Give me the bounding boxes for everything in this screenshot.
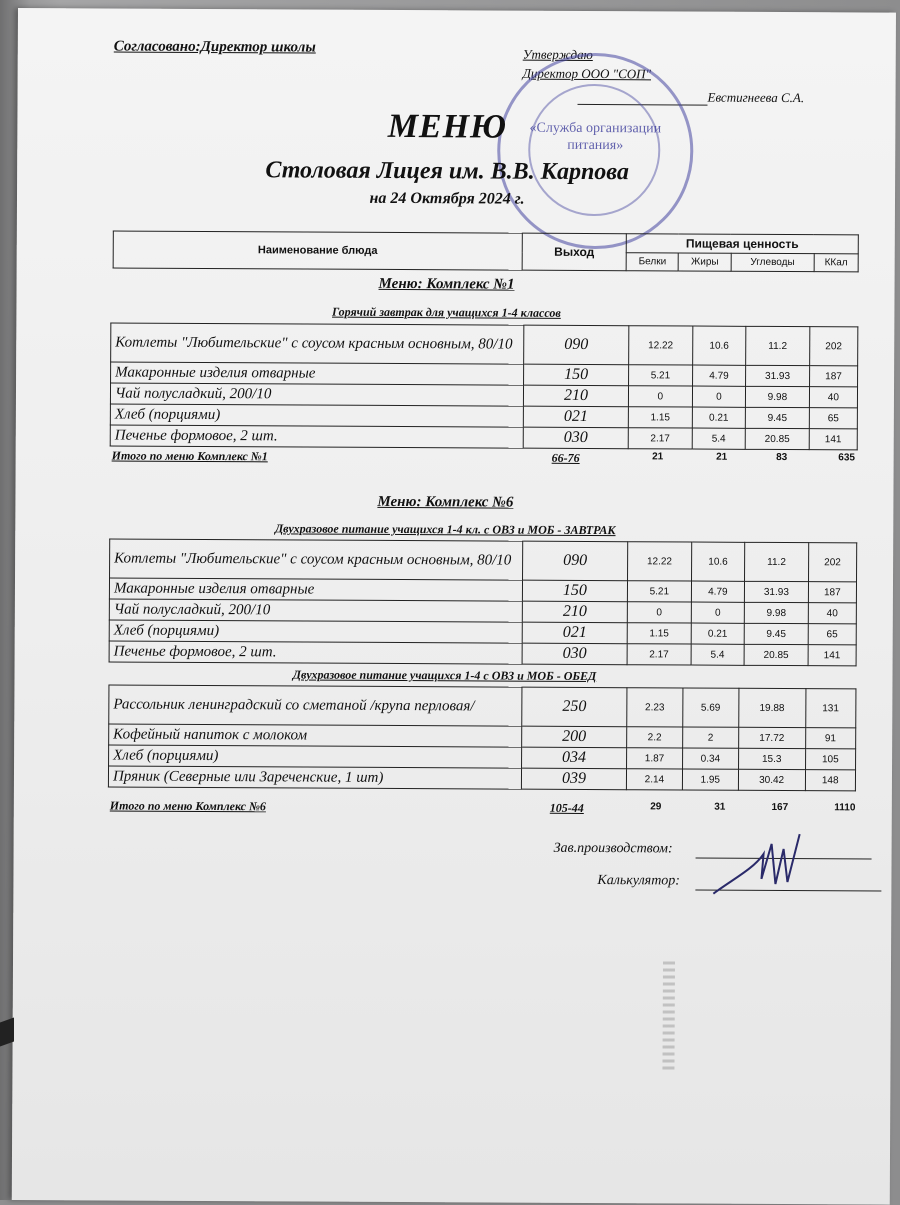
dish-fats: 0.34 bbox=[682, 748, 738, 769]
approved-director: Директор ООО "СОП" bbox=[522, 65, 652, 82]
dish-kcal: 187 bbox=[809, 366, 857, 387]
complex1-table bbox=[110, 322, 859, 450]
dish-name: Макаронные изделия отварные bbox=[109, 578, 522, 601]
table-row bbox=[108, 766, 855, 791]
dish-kcal: 40 bbox=[809, 387, 857, 408]
dish-kcal: 65 bbox=[809, 408, 857, 429]
col-kcal-header: ККал bbox=[814, 254, 858, 272]
dish-proteins: 1.87 bbox=[627, 748, 683, 769]
total-fats: 21 bbox=[716, 451, 728, 463]
company-stamp bbox=[497, 53, 694, 250]
dish-proteins: 1.15 bbox=[627, 623, 691, 644]
dish-carbs: 11.2 bbox=[745, 542, 809, 581]
stamp-text: «Служба организации питания» bbox=[529, 120, 662, 154]
dish-carbs: 20.85 bbox=[745, 428, 809, 449]
dish-carbs: 17.72 bbox=[738, 727, 805, 748]
table-row bbox=[110, 539, 857, 582]
col-proteins-header: Белки bbox=[626, 253, 679, 271]
col-name-header: Наименование блюда bbox=[113, 231, 522, 270]
dish-fats: 5.4 bbox=[692, 428, 745, 449]
production-manager-label: Зав.производством: bbox=[553, 840, 673, 857]
dish-name: Чай полусладкий, 200/10 bbox=[110, 383, 523, 406]
dish-carbs: 19.88 bbox=[738, 688, 805, 727]
dish-output: 034 bbox=[522, 747, 627, 769]
total-output: 66-76 bbox=[551, 450, 580, 465]
dish-name: Хлеб (порциями) bbox=[109, 745, 522, 768]
dish-output: 021 bbox=[522, 622, 627, 644]
dish-proteins: 12.22 bbox=[628, 542, 692, 581]
dish-kcal: 141 bbox=[809, 429, 857, 450]
total-kcal: 1110 bbox=[834, 802, 856, 814]
dish-output: 090 bbox=[524, 325, 629, 365]
col-nutrition-header: Пищевая ценность bbox=[626, 234, 858, 254]
dish-proteins: 1.15 bbox=[628, 407, 692, 428]
dish-kcal: 148 bbox=[805, 770, 856, 791]
complex6-total-row bbox=[109, 798, 856, 815]
dish-name: Хлеб (порциями) bbox=[110, 404, 523, 427]
approved-header: Утверждаю bbox=[522, 46, 593, 63]
total-fats: 31 bbox=[714, 801, 726, 813]
agreed-header: Согласовано:Директор школы bbox=[113, 38, 316, 56]
dish-carbs: 9.45 bbox=[745, 407, 809, 428]
dish-output: 210 bbox=[522, 601, 627, 623]
dish-proteins: 2.14 bbox=[626, 769, 682, 790]
dish-name: Котлеты "Любительские" с соусом красным основным, 80/10 bbox=[111, 323, 524, 364]
dish-kcal: 202 bbox=[808, 543, 856, 582]
col-output-header: Выход bbox=[522, 233, 626, 271]
signature-scribble bbox=[703, 824, 823, 905]
dish-kcal: 131 bbox=[805, 689, 856, 728]
table-row bbox=[109, 685, 856, 728]
pen-tip bbox=[0, 1017, 14, 1046]
complex6-breakfast-subtitle: Двухразовое питание учащихся 1-4 кл. с ОВЗ и МОБ - ЗАВТРАК bbox=[274, 521, 616, 538]
dish-name: Печенье формовое, 2 шт. bbox=[110, 425, 523, 448]
dish-output: 039 bbox=[521, 768, 626, 790]
dish-fats: 4.79 bbox=[692, 365, 745, 386]
dish-fats: 1.95 bbox=[682, 769, 738, 790]
dish-output: 200 bbox=[522, 726, 627, 748]
table-row bbox=[110, 425, 857, 450]
dish-output: 030 bbox=[523, 427, 628, 449]
dish-fats: 0.21 bbox=[692, 407, 745, 428]
dish-fats: 0 bbox=[691, 602, 744, 623]
dish-output: 250 bbox=[522, 687, 627, 727]
complex6-breakfast-table bbox=[109, 538, 858, 666]
table-row bbox=[109, 641, 856, 666]
complex6-title: Меню: Комплекс №6 bbox=[377, 493, 514, 511]
dish-kcal: 141 bbox=[808, 645, 856, 666]
dish-carbs: 15.3 bbox=[738, 748, 805, 769]
total-carbs: 167 bbox=[771, 801, 789, 814]
total-output: 105-44 bbox=[549, 800, 584, 815]
dish-kcal: 40 bbox=[808, 603, 856, 624]
complex1-subtitle: Горячий завтрак для учащихся 1-4 классов bbox=[332, 304, 561, 320]
dish-kcal: 105 bbox=[805, 749, 856, 770]
menu-document bbox=[12, 8, 896, 1205]
dish-fats: 10.6 bbox=[692, 326, 746, 365]
total-label: Итого по меню Комплекс №1 bbox=[111, 448, 268, 464]
dish-name: Пряник (Северные или Зареченские, 1 шт) bbox=[108, 766, 521, 789]
dish-carbs: 9.45 bbox=[744, 623, 808, 644]
dish-output: 021 bbox=[523, 406, 628, 428]
dish-carbs: 31.93 bbox=[746, 365, 810, 386]
dish-name: Кофейный напиток с молоком bbox=[109, 724, 522, 747]
dish-carbs: 30.42 bbox=[738, 769, 805, 790]
dish-proteins: 5.21 bbox=[629, 365, 693, 386]
total-proteins: 21 bbox=[652, 451, 664, 463]
dish-name: Котлеты "Любительские" с соусом красным основным, 80/10 bbox=[110, 539, 523, 580]
approved-name: Евстигнеева С.А. bbox=[707, 89, 805, 106]
dish-output: 030 bbox=[522, 643, 627, 665]
table-row bbox=[111, 323, 858, 366]
dish-proteins: 12.22 bbox=[629, 326, 693, 365]
dish-proteins: 2.17 bbox=[628, 428, 692, 449]
total-kcal: 635 bbox=[838, 452, 856, 464]
col-fats-header: Жиры bbox=[679, 253, 731, 271]
dish-proteins: 0 bbox=[628, 386, 692, 407]
dish-proteins: 2.23 bbox=[627, 688, 683, 727]
dish-output: 150 bbox=[522, 580, 627, 602]
col-carbs-header: Углеводы bbox=[731, 253, 814, 271]
total-proteins: 29 bbox=[650, 801, 662, 813]
page-title: МЕНЮ bbox=[387, 107, 508, 146]
dish-name: Рассольник ленинградский со сметаной /крупа перловая/ bbox=[109, 685, 522, 726]
dish-kcal: 65 bbox=[808, 624, 856, 645]
total-label: Итого по меню Комплекс №6 bbox=[109, 798, 266, 814]
dish-proteins: 2.17 bbox=[627, 644, 691, 665]
dish-name: Печенье формовое, 2 шт. bbox=[109, 641, 522, 664]
dish-kcal: 187 bbox=[808, 582, 856, 603]
dish-output: 210 bbox=[523, 385, 628, 407]
page-mark bbox=[662, 961, 675, 1071]
dish-name: Макаронные изделия отварные bbox=[111, 362, 524, 385]
dish-fats: 0.21 bbox=[691, 623, 744, 644]
dish-carbs: 9.98 bbox=[745, 386, 809, 407]
dish-proteins: 5.21 bbox=[627, 581, 691, 602]
complex6-lunch-table bbox=[108, 684, 857, 791]
total-carbs: 83 bbox=[776, 451, 788, 464]
complex6-lunch-subtitle: Двухразовое питание учащихся 1-4 с ОВЗ и МОБ - ОБЕД bbox=[292, 667, 597, 684]
dish-kcal: 202 bbox=[809, 327, 857, 366]
dish-carbs: 9.98 bbox=[744, 602, 808, 623]
dish-fats: 5.4 bbox=[691, 644, 744, 665]
column-header-table bbox=[113, 230, 859, 272]
dish-fats: 4.79 bbox=[691, 581, 744, 602]
dish-carbs: 20.85 bbox=[744, 644, 808, 665]
dish-output: 150 bbox=[524, 364, 629, 386]
calculator-label: Калькулятор: bbox=[597, 873, 681, 889]
dish-fats: 10.6 bbox=[691, 542, 745, 581]
page-subtitle: Столовая Лицея им. В.В. Карпова bbox=[265, 157, 629, 186]
dish-fats: 0 bbox=[692, 386, 745, 407]
dish-carbs: 11.2 bbox=[746, 326, 810, 365]
dish-fats: 5.69 bbox=[683, 688, 739, 727]
menu-date: на 24 Октября 2024 г. bbox=[369, 189, 525, 208]
dish-name: Хлеб (порциями) bbox=[109, 620, 522, 643]
dish-proteins: 0 bbox=[627, 602, 691, 623]
dish-fats: 2 bbox=[683, 727, 739, 748]
dish-carbs: 31.93 bbox=[744, 581, 808, 602]
dish-output: 090 bbox=[523, 541, 628, 581]
dish-kcal: 91 bbox=[805, 728, 856, 749]
complex1-title: Меню: Комплекс №1 bbox=[378, 275, 515, 293]
dish-proteins: 2.2 bbox=[627, 727, 683, 748]
dish-name: Чай полусладкий, 200/10 bbox=[109, 599, 522, 622]
